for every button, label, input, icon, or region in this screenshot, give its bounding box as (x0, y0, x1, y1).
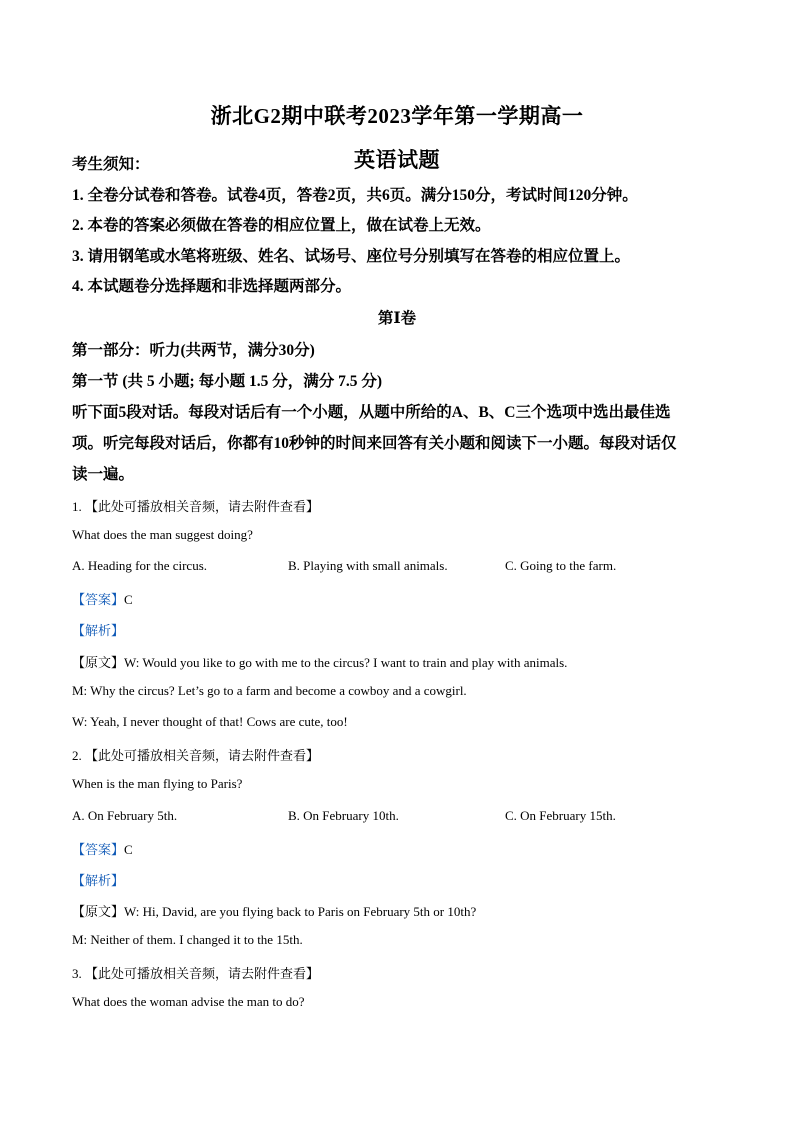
part-heading: 第一部分：听力(共两节，满分30分) (72, 342, 315, 359)
question-audio-line (72, 496, 319, 515)
answer-value: C (124, 842, 133, 857)
audio-link[interactable]: 【此处可播放相关音频，请去附件查看】 (85, 966, 320, 981)
option-b: B. Playing with small animals. (288, 558, 448, 573)
question-number: 2. (72, 748, 82, 763)
document-subtitle: 英语试题 (354, 148, 440, 172)
question-number: 3. (72, 966, 82, 981)
notice-item: 1. 全卷分试卷和答卷。试卷4页，答卷2页，共6页。满分150分，考试时间120分钟。 (72, 187, 638, 204)
analysis-label: 【解析】 (72, 623, 125, 638)
option-a: A. Heading for the circus. (72, 558, 208, 573)
transcript-line: M: Neither of them. I changed it to the 15th. (72, 932, 303, 947)
transcript-line (72, 652, 567, 671)
answer-label: 【答案】 (72, 592, 125, 607)
notice-item: 4. 本试题卷分选择题和非选择题两部分。 (72, 278, 352, 295)
document-title: 浙北G2期中联考2023学年第一学期高一 (210, 104, 584, 128)
question-text: What does the man suggest doing? (72, 527, 253, 542)
section-heading: 第一节 (共 5 小题; 每小题 1.5 分，满分 7.5 分) (72, 373, 382, 390)
question-number: 1. (72, 499, 82, 514)
original-label: 【原文】 (72, 655, 125, 670)
answer-line (72, 839, 133, 858)
answer-line (72, 589, 133, 608)
volume-heading: 第Ⅰ卷 (377, 310, 417, 327)
question-audio-line (72, 745, 319, 764)
question-text: When is the man flying to Paris? (72, 776, 243, 791)
transcript-line (72, 901, 476, 920)
notice-item: 2. 本卷的答案必须做在答卷的相应位置上，做在试卷上无效。 (72, 217, 491, 234)
notice-item: 3. 请用钢笔或水笔将班级、姓名、试场号、座位号分别填写在答卷的相应位置上。 (72, 248, 631, 265)
question-text: What does the woman advise the man to do? (72, 994, 305, 1009)
analysis-label: 【解析】 (72, 873, 125, 888)
instructions-line: 项。听完每段对话后，你都有10秒钟的时间来回答有关小题和阅读下一小题。每段对话仅 (72, 435, 677, 452)
option-c: C. Going to the farm. (505, 558, 617, 573)
original-label: 【原文】 (72, 904, 125, 919)
audio-link[interactable]: 【此处可播放相关音频，请去附件查看】 (85, 499, 320, 514)
transcript-text: W: Would you like to go with me to the circus? I want to train and play with animals. (124, 655, 568, 670)
instructions-line: 听下面5段对话。每段对话后有一个小题，从题中所给的A、B、C三个选项中选出最佳选 (72, 404, 671, 421)
option-b: B. On February 10th. (288, 808, 399, 823)
question-audio-line (72, 963, 319, 982)
option-c: C. On February 15th. (505, 808, 616, 823)
audio-link[interactable]: 【此处可播放相关音频，请去附件查看】 (85, 748, 320, 763)
transcript-line: M: Why the circus? Let’s go to a farm and become a cowboy and a cowgirl. (72, 683, 467, 698)
answer-value: C (124, 592, 133, 607)
transcript-line: W: Yeah, I never thought of that! Cows are cute, too! (72, 714, 348, 729)
notice-heading: 考生须知： (72, 156, 150, 173)
instructions-line: 读一遍。 (72, 466, 135, 483)
transcript-text: W: Hi, David, are you flying back to Paris on February 5th or 10th? (124, 904, 477, 919)
option-a: A. On February 5th. (72, 808, 178, 823)
answer-label: 【答案】 (72, 842, 125, 857)
